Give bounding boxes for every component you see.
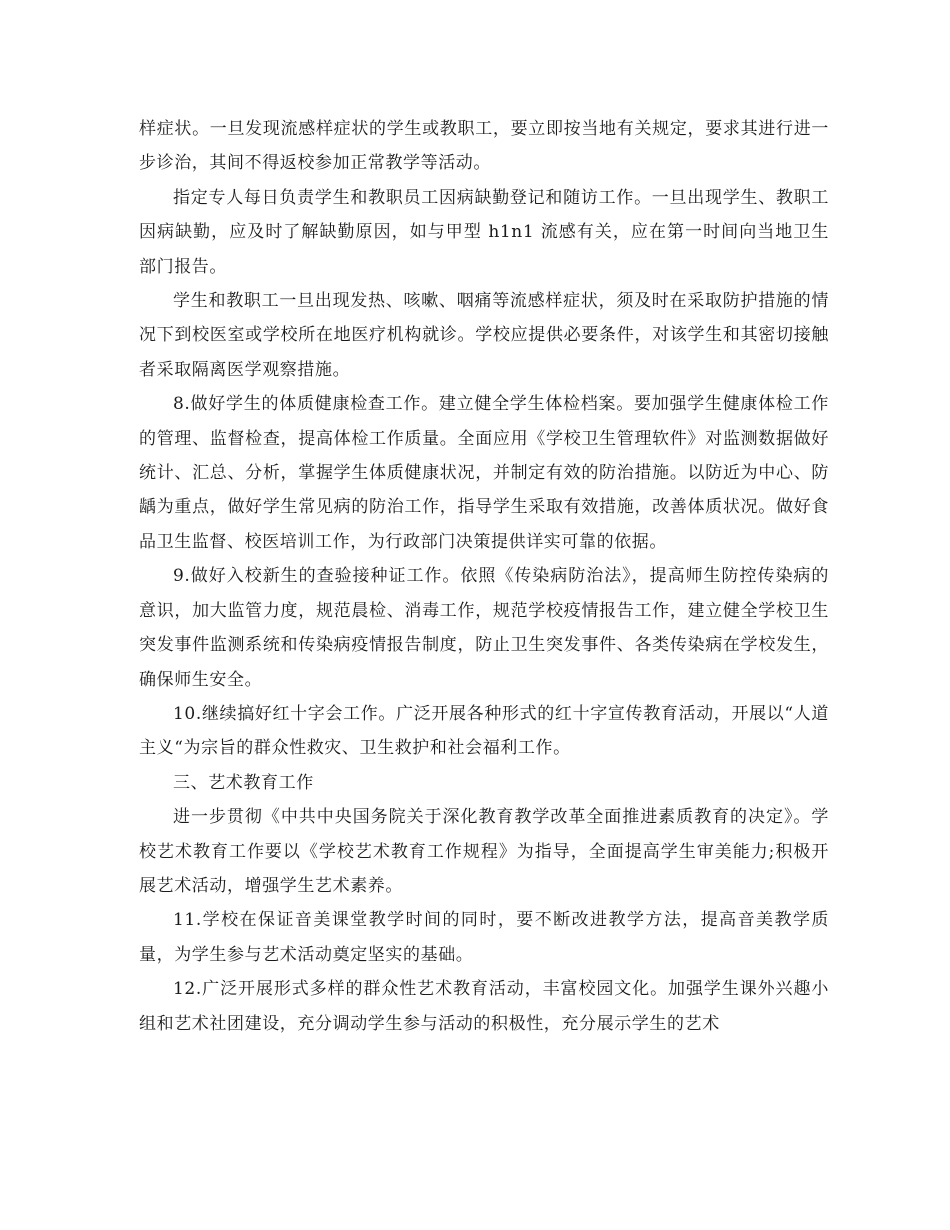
- paragraph-absence-registration: 指定专人每日负责学生和教职员工因病缺勤登记和随访工作。一旦出现学生、教职工因病缺勤，应及时了解缺勤原因，如与甲型 h1n1 流感有关，应在第一时间向当地卫生部门报告。: [139, 187, 829, 277]
- paragraph-item-9-vaccination: 9.做好入校新生的查验接种证工作。依照《传染病防治法》，提高师生防控传染病的意识，加大监管力度，规范晨检、消毒工作，规范学校疫情报告工作，建立健全学校卫生突发事件监测系统和传染病疫情报告制度，防止卫生突发事件、各类传染病在学校发生，确保师生安全。: [139, 566, 829, 690]
- paragraph-symptom-continuation: 样症状。一旦发现流感样症状的学生或教职工，要立即按当地有关规定，要求其进行进一步诊治，其间不得返校参加正常教学等活动。: [139, 119, 829, 174]
- paragraph-art-education-intro: 进一步贯彻《中共中央国务院关于深化教育教学改革全面推进素质教育的决定》。学校艺术教育工作要以《学校艺术教育工作规程》为指导，全面提高学生审美能力;积极开展艺术活动，增强学生艺术素养。: [139, 807, 829, 896]
- paragraph-item-11-music-art: 11.学校在保证音美课堂教学时间的同时，要不断改进教学方法，提高音美教学质量，为学生参与艺术活动奠定坚实的基础。: [139, 910, 829, 965]
- document-body: [139, 112, 829, 1041]
- paragraph-item-12-art-activities: 12.广泛开展形式多样的群众性艺术教育活动，丰富校园文化。加强学生课外兴趣小组和艺术社团建设，充分调动学生参与活动的积极性，充分展示学生的艺术: [139, 979, 829, 1034]
- paragraph-flu-symptoms-care: 学生和教职工一旦出现发热、咳嗽、咽痛等流感样症状，须及时在采取防护措施的情况下到校医室或学校所在地医疗机构就诊。学校应提供必要条件，对该学生和其密切接触者采取隔离医学观察措施。: [139, 291, 829, 380]
- section-heading-art-education: 三、艺术教育工作: [173, 772, 314, 793]
- paragraph-item-8-health-check: 8.做好学生的体质健康检查工作。建立健全学生体检档案。要加强学生健康体检工作的管理、监督检查，提高体检工作质量。全面应用《学校卫生管理软件》对监测数据做好统计、汇总、分析，掌握学生体质健康状况，并制定有效的防治措施。以防近为中心、防龋为重点，做好学生常见病的防治工作，指导学生采取有效措施，改善体质状况。做好食品卫生监督、校医培训工作，为行政部门决策提供详实可靠的依据。: [139, 394, 829, 552]
- paragraph-item-10-red-cross: 10.继续搞好红十字会工作。广泛开展各种形式的红十字宣传教育活动，开展以“人道主义“为宗旨的群众性救灾、卫生救护和社会福利工作。: [139, 703, 829, 759]
